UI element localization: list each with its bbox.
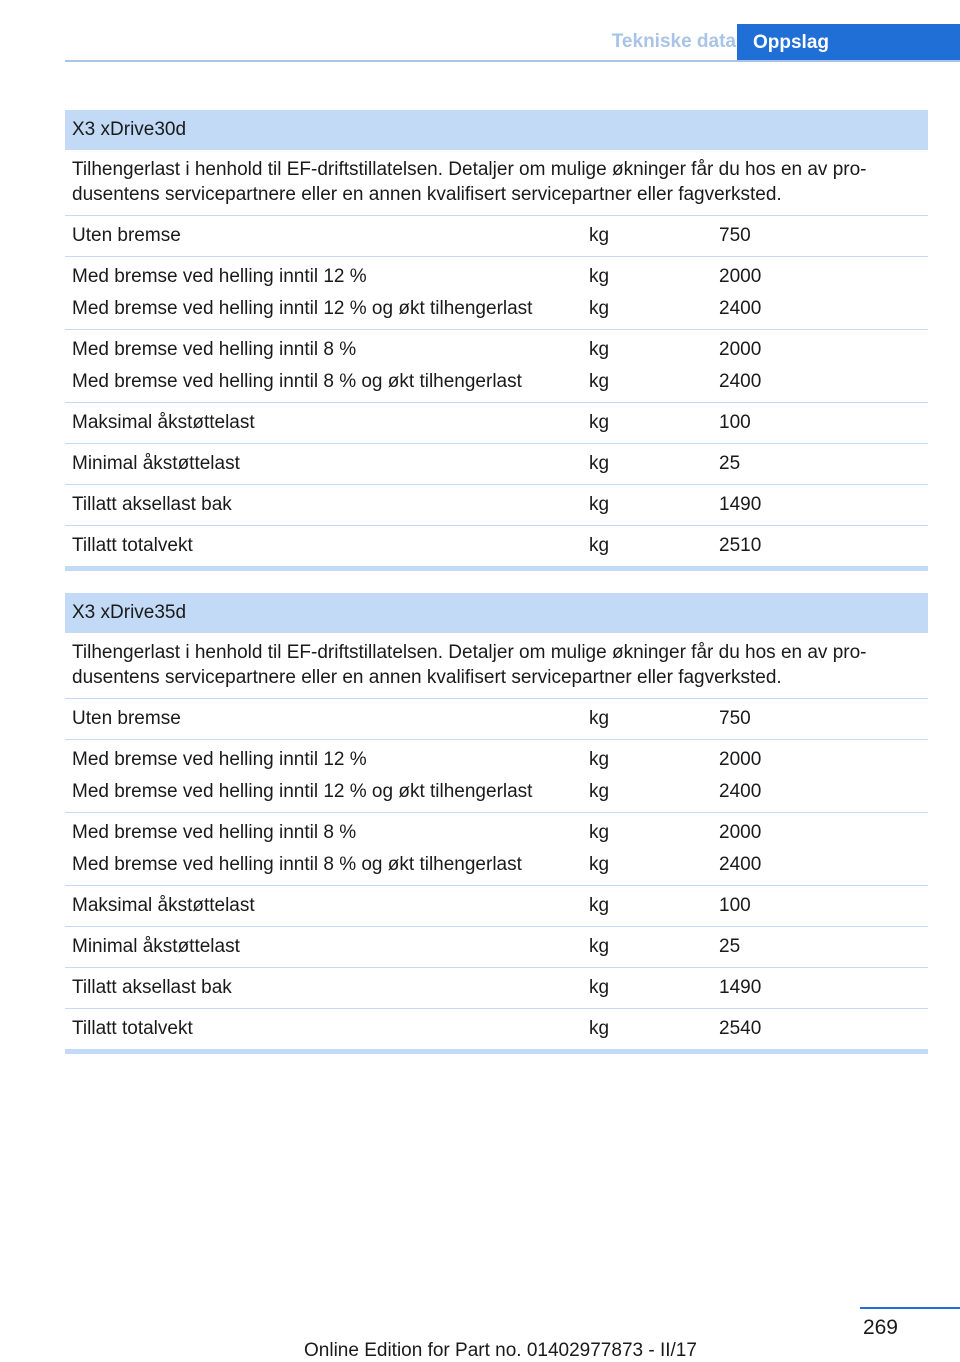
row-value: 2400 xyxy=(719,298,762,319)
table-row xyxy=(65,740,928,813)
table-row xyxy=(65,699,928,740)
row-value: 750 xyxy=(719,225,751,246)
table-row xyxy=(65,444,928,485)
row-unit: kg xyxy=(589,781,610,802)
spec-table-xdrive30d xyxy=(65,110,928,571)
row-label: Med bremse ved helling inntil 8 % og økt tilhengerlast xyxy=(72,371,522,392)
row-label: Minimal åkstøttelast xyxy=(72,453,240,474)
table-end-rule xyxy=(65,1049,928,1054)
row-unit: kg xyxy=(589,749,610,770)
table-row-line xyxy=(65,707,928,731)
row-unit: kg xyxy=(589,412,610,433)
row-unit: kg xyxy=(589,936,610,957)
row-label: Tillatt aksellast bak xyxy=(72,977,232,998)
row-value: 25 xyxy=(719,453,741,474)
table-row-line xyxy=(65,748,928,772)
row-label: Med bremse ved helling inntil 12 % xyxy=(72,266,367,287)
table-row-line xyxy=(65,976,928,1000)
row-label: Tillatt totalvekt xyxy=(72,535,193,556)
row-unit: kg xyxy=(589,339,610,360)
table-description: Tilhengerlast i henhold til EF-driftstillatelsen. Detaljer om mulige økninger får du hos en av pro-dusentens servicepartnere eller en annen kvalifisert servicepartner eller fagverksted. xyxy=(65,150,928,216)
row-unit: kg xyxy=(589,854,610,875)
table-row xyxy=(65,257,928,330)
table-row-line xyxy=(65,265,928,289)
row-label: Maksimal åkstøttelast xyxy=(72,895,255,916)
row-unit: kg xyxy=(589,1018,610,1039)
row-value: 2000 xyxy=(719,339,762,360)
row-value: 2510 xyxy=(719,535,762,556)
chapter-tab[interactable]: Oppslag xyxy=(737,24,960,62)
table-row xyxy=(65,927,928,968)
table-row-line xyxy=(65,493,928,517)
row-value: 1490 xyxy=(719,494,762,515)
row-unit: kg xyxy=(589,895,610,916)
row-value: 25 xyxy=(719,936,741,957)
row-value: 1490 xyxy=(719,977,762,998)
table-row-line xyxy=(65,935,928,959)
spec-table-xdrive35d xyxy=(65,593,928,1054)
row-value: 2400 xyxy=(719,854,762,875)
row-unit: kg xyxy=(589,371,610,392)
table-title: X3 xDrive30d xyxy=(65,110,928,150)
page-number: 269 xyxy=(862,1316,898,1339)
row-unit: kg xyxy=(589,453,610,474)
row-unit: kg xyxy=(589,535,610,556)
row-label: Uten bremse xyxy=(72,708,181,729)
table-row-line xyxy=(65,370,928,394)
row-value: 2400 xyxy=(719,371,762,392)
row-unit: kg xyxy=(589,225,610,246)
row-value: 100 xyxy=(719,412,751,433)
row-unit: kg xyxy=(589,494,610,515)
table-end-rule xyxy=(65,566,928,571)
page-header xyxy=(0,0,960,62)
table-row-line xyxy=(65,452,928,476)
table-row-line xyxy=(65,411,928,435)
table-row-line xyxy=(65,780,928,804)
table-row-line xyxy=(65,853,928,877)
table-row xyxy=(65,526,928,567)
table-row-line xyxy=(65,894,928,918)
table-row-line xyxy=(65,224,928,248)
row-label: Minimal åkstøttelast xyxy=(72,936,240,957)
table-description: Tilhengerlast i henhold til EF-driftstillatelsen. Detaljer om mulige økninger får du hos en av pro-dusentens servicepartnere eller en annen kvalifisert servicepartner eller fagverksted. xyxy=(65,633,928,699)
table-row xyxy=(65,1009,928,1050)
row-value: 750 xyxy=(719,708,751,729)
row-unit: kg xyxy=(589,822,610,843)
row-label: Uten bremse xyxy=(72,225,181,246)
row-unit: kg xyxy=(589,708,610,729)
row-label: Med bremse ved helling inntil 8 % xyxy=(72,339,357,360)
table-row-line xyxy=(65,297,928,321)
table-row-line xyxy=(65,1017,928,1041)
row-label: Med bremse ved helling inntil 12 % og økt tilhengerlast xyxy=(72,781,533,802)
table-row-line xyxy=(65,338,928,362)
header-divider xyxy=(65,60,960,62)
table-body xyxy=(65,216,928,567)
table-row xyxy=(65,330,928,403)
row-unit: kg xyxy=(589,266,610,287)
table-row xyxy=(65,813,928,886)
row-label: Tillatt totalvekt xyxy=(72,1018,193,1039)
row-value: 2540 xyxy=(719,1018,762,1039)
table-row-line xyxy=(65,534,928,558)
table-title: X3 xDrive35d xyxy=(65,593,928,633)
row-unit: kg xyxy=(589,977,610,998)
table-body xyxy=(65,699,928,1050)
section-tab[interactable]: Tekniske data xyxy=(611,31,736,52)
row-value: 2000 xyxy=(719,822,762,843)
row-label: Maksimal åkstøttelast xyxy=(72,412,255,433)
footer-divider xyxy=(860,1307,960,1309)
row-label: Med bremse ved helling inntil 8 % og økt tilhengerlast xyxy=(72,854,522,875)
row-label: Med bremse ved helling inntil 12 % xyxy=(72,749,367,770)
table-row xyxy=(65,216,928,257)
table-row xyxy=(65,485,928,526)
row-unit: kg xyxy=(589,298,610,319)
row-label: Tillatt aksellast bak xyxy=(72,494,232,515)
table-row xyxy=(65,968,928,1009)
row-value: 2000 xyxy=(719,749,762,770)
table-row-line xyxy=(65,821,928,845)
row-value: 100 xyxy=(719,895,751,916)
table-row xyxy=(65,403,928,444)
row-label: Med bremse ved helling inntil 12 % og økt tilhengerlast xyxy=(72,298,533,319)
row-label: Med bremse ved helling inntil 8 % xyxy=(72,822,357,843)
row-value: 2000 xyxy=(719,266,762,287)
table-row xyxy=(65,886,928,927)
edition-note: Online Edition for Part no. 01402977873 - II/17 xyxy=(304,1340,697,1361)
row-value: 2400 xyxy=(719,781,762,802)
